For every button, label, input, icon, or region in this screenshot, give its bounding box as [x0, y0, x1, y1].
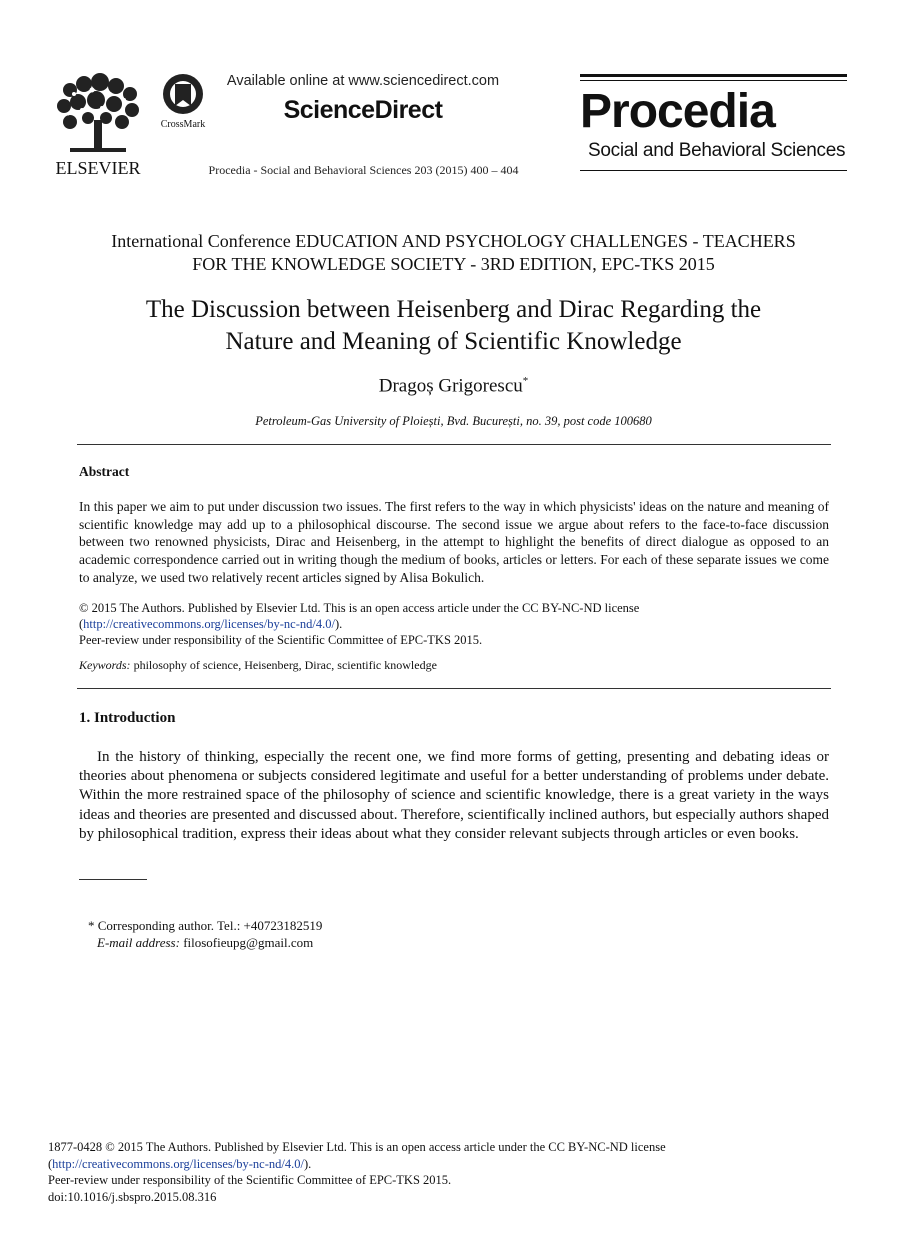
procedia-rule-top — [580, 74, 847, 77]
procedia-subtitle: Social and Behavioral Sciences — [588, 140, 846, 161]
elsevier-logo[interactable] — [50, 72, 146, 180]
procedia-rule-bottom — [580, 170, 847, 171]
footnote-rule — [79, 879, 147, 880]
bottom-license-line: (http://creativecommons.org/licenses/by-nc-nd/4.0/). — [48, 1157, 312, 1171]
bottom-license-link[interactable]: http://creativecommons.org/licenses/by-nc-nd/4.0/ — [52, 1157, 304, 1171]
sciencedirect-logo[interactable]: ScienceDirect — [283, 96, 443, 124]
introduction-text: In the history of thinking, especially the recent one, we find more forms of getting, presenting and debating ideas or theories about phenomena or subjects considered legitimate and useful for a better understanding of problems under debate. Within the more restrained space of the philosophy of science and scientific knowledge, there is a great variety in the ways ideas and theories are presented and discussed about. Therefore, scientifically inclined authors, but especially authors shaped by philosophical tradition, express their ideas about what they consider relevant subjects through articles or even books. — [79, 749, 829, 842]
abstract-text: In this paper we aim to put under discussion two issues. The first refers to the way in which physicists' ideas on the nature and meaning of scientific knowledge may add up to a philosophical discourse. The second issue we argue about refers to the face-to-face discussion between two renowned physicists, Dirac and Heisenberg, in the attempt to highlight the benefits of direct dialogue as opposed to an academic correspondence carried out in writing though the medium of books, articles or letters. For each of these separate issues we come to analyze, we used two relatively recent articles signed by Alisa Bokulich. — [79, 499, 829, 585]
paper-title-line-1: The Discussion between Heisenberg and Dirac Regarding the — [145, 296, 762, 323]
author-line — [50, 375, 857, 397]
crossmark-label: CrossMark — [160, 119, 206, 130]
author-footnote-mark[interactable]: * — [522, 375, 529, 387]
divider-bottom — [77, 688, 831, 689]
footnote-email — [97, 935, 313, 951]
author-name: Dragoș Grigorescu — [378, 375, 523, 397]
keywords-list: philosophy of science, Heisenberg, Dirac, scientific knowledge — [133, 658, 437, 672]
footnote-corresponding-author: * Corresponding author. Tel.: +40723182519 — [88, 918, 323, 933]
email-address[interactable]: filosofieupg@gmail.com — [183, 935, 314, 950]
copyright-link-line: (http://creativecommons.org/licenses/by-nc-nd/4.0/). — [79, 617, 343, 631]
procedia-title: Procedia — [580, 85, 775, 138]
keywords-label: Keywords: — [79, 658, 131, 672]
conference-line-1: International Conference EDUCATION AND PSYCHOLOGY CHALLENGES - TEACHERS — [111, 231, 796, 251]
procedia-logo[interactable] — [580, 74, 847, 174]
keywords — [79, 658, 829, 673]
crossmark-icon — [155, 72, 213, 132]
copyright-line-3: Peer-review under responsibility of the Scientific Committee of EPC-TKS 2015. — [79, 633, 483, 647]
procedia-rule-top-thin — [580, 80, 847, 81]
email-label: E-mail address: — [97, 935, 180, 950]
journal-reference: Procedia - Social and Behavioral Sciences 203 (2015) 400 – 404 — [208, 163, 519, 177]
paper-title-line-2: Nature and Meaning of Scientific Knowledge — [225, 328, 682, 355]
introduction-heading: 1. Introduction — [79, 710, 176, 726]
elsevier-tree-icon — [50, 72, 146, 180]
conference-line-2: FOR THE KNOWLEDGE SOCIETY - 3RD EDITION, EPC-TKS 2015 — [192, 254, 715, 274]
divider-top — [77, 444, 831, 445]
license-link[interactable]: http://creativecommons.org/licenses/by-nc-nd/4.0/ — [83, 617, 335, 631]
copyright-notice — [79, 600, 829, 648]
copyright-line-1: © 2015 The Authors. Published by Elsevier Ltd. This is an open access article under the CC BY-NC-ND license — [79, 601, 640, 615]
elsevier-label: ELSEVIER — [55, 158, 141, 178]
available-online-text: Available online at www.sciencedirect.com — [226, 73, 500, 89]
issn-line: 1877-0428 © 2015 The Authors. Published by Elsevier Ltd. This is an open access article under the CC BY-NC-ND license — [48, 1140, 666, 1154]
doi-line[interactable]: doi:10.1016/j.sbspro.2015.08.316 — [48, 1190, 217, 1204]
crossmark-badge[interactable] — [155, 72, 213, 132]
peer-review-line: Peer-review under responsibility of the Scientific Committee of EPC-TKS 2015. — [48, 1173, 452, 1187]
abstract-heading: Abstract — [79, 464, 130, 479]
affiliation: Petroleum-Gas University of Ploiești, Bvd. București, no. 39, post code 100680 — [255, 414, 652, 428]
